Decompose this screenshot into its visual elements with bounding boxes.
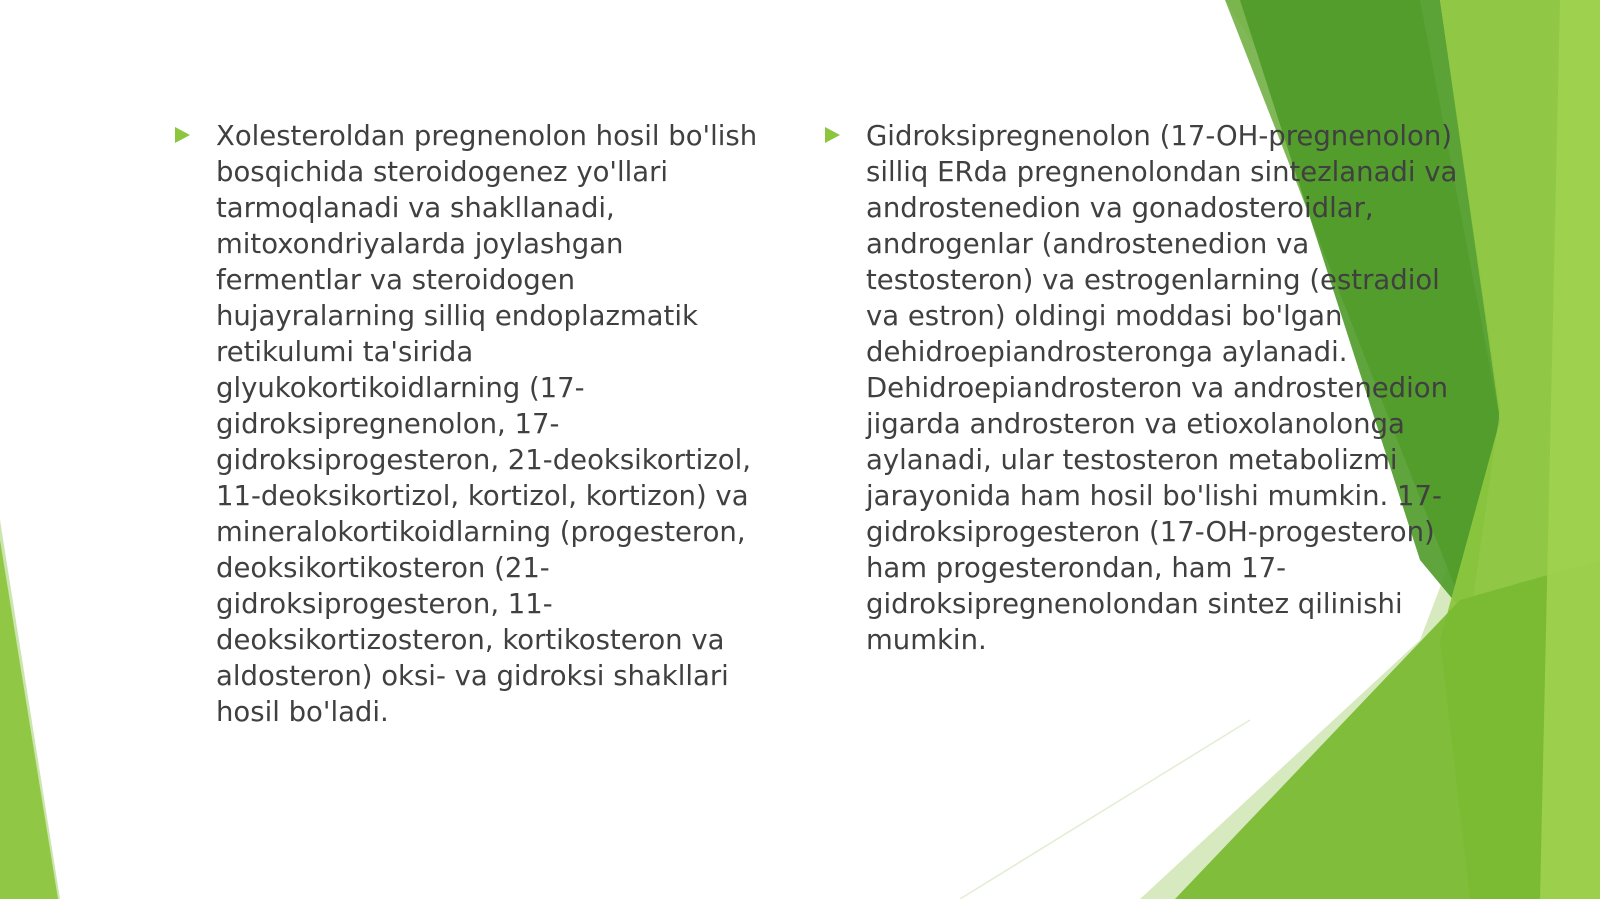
bullet-item <box>172 118 758 730</box>
bullet-text: Xolesteroldan pregnenolon hosil bo'lish bosqichida steroidogenez yo'llari tarmoqlanadi va shakllanadi, mitoxondriyalarda joylashgan fermentlar va steroidogen hujayralarning silliq endoplazmatik retikulumi ta'sirida glyukokortikoidlarning (17-gidroksipregnenolon, 17-gidroksiprogesteron, 21-deoksikortizol, 11-deoksikortizol, kortizol, kortizon) va mineralokortikoidlarning (progesteron, deoksikortikosteron (21-gidroksiprogesteron, 11-deoksikortizosteron, kortikosteron va aldosteron) oksi- va gidroksi shakllari hosil bo'ladi. <box>216 120 758 728</box>
bullet-text: Gidroksipregnenolon (17-OH-pregnenolon) silliq ERda pregnenolondan sintezlanadi va androstenedion va gonadosteroidlar, androgenlar (androstenedion va testosteron) va estrogenlarning (estradiol va estron) oldingi moddasi bo'lgan dehidroepiandrosteronga aylanadi. Dehidroepiandrosteron va androstenedion jigarda androsteron va etioxolanolonga aylanadi, ular testosteron metabolizmi jarayonida ham hosil bo'lishi mumkin. 17-gidroksiprogesteron (17-OH-progesteron) ham progesterondan, ham 17-gidroksipregnenolondan sintez qilinishi mumkin. <box>866 120 1458 656</box>
right-column <box>822 118 1482 658</box>
bullet-arrow-icon <box>825 127 840 143</box>
bullet-item <box>822 118 1482 658</box>
left-column <box>172 118 758 730</box>
bullet-arrow-icon <box>175 127 190 143</box>
